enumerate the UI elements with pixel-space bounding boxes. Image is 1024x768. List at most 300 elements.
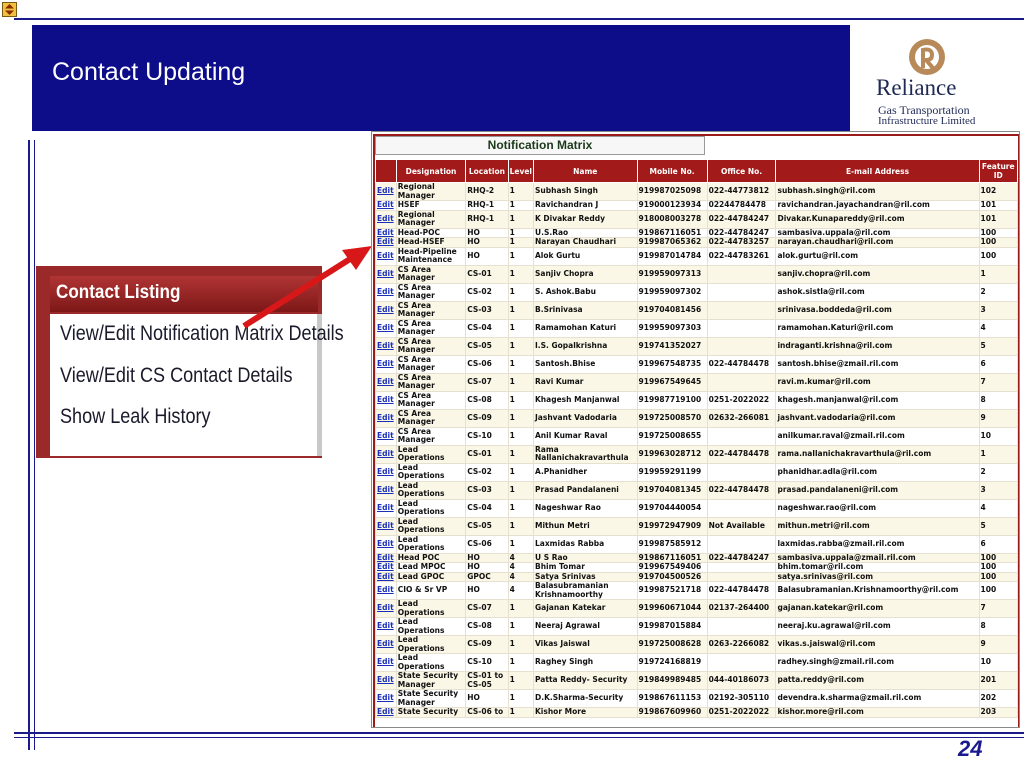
email-cell: radhey.singh@zmail.ril.com <box>776 654 979 672</box>
level-cell: 4 <box>508 563 533 573</box>
table-row <box>376 582 1018 600</box>
mobile-cell: 919704081345 <box>637 481 707 499</box>
column-header <box>376 160 397 183</box>
designation-cell: CS Area Manager <box>396 355 465 373</box>
level-cell: 4 <box>508 553 533 563</box>
level-cell: 4 <box>508 582 533 600</box>
name-cell: Ramamohan Katuri <box>534 319 638 337</box>
level-cell: 1 <box>508 201 533 211</box>
mobile-cell: 919987065362 <box>637 238 707 248</box>
email-cell: nageshwar.rao@ril.com <box>776 499 979 517</box>
email-cell: patta.reddy@ril.com <box>776 672 979 690</box>
location-cell: CS-05 <box>466 517 508 535</box>
table-row <box>376 600 1018 618</box>
edit-link[interactable]: Edit <box>376 247 397 265</box>
edit-link[interactable]: Edit <box>376 517 397 535</box>
matrix-title: Notification Matrix <box>375 136 705 155</box>
email-cell: neeraj.ku.agrawal@ril.com <box>776 618 979 636</box>
edit-link[interactable]: Edit <box>376 373 397 391</box>
office-cell <box>707 563 776 573</box>
column-header: Designation <box>396 160 465 183</box>
name-cell: Narayan Chaudhari <box>534 238 638 248</box>
level-cell: 1 <box>508 499 533 517</box>
email-cell: Divakar.Kunapareddy@ril.com <box>776 210 979 228</box>
designation-cell: CIO & Sr VP <box>396 582 465 600</box>
edit-link[interactable]: Edit <box>376 301 397 319</box>
level-cell: 1 <box>508 690 533 708</box>
feature-id-cell: 100 <box>979 247 1017 265</box>
column-header: Level <box>508 160 533 183</box>
level-cell: 1 <box>508 228 533 238</box>
edit-link[interactable]: Edit <box>376 654 397 672</box>
email-cell: ashok.sistla@ril.com <box>776 283 979 301</box>
level-cell: 1 <box>508 600 533 618</box>
table-row <box>376 481 1018 499</box>
location-cell: CS-06 to <box>466 708 508 718</box>
designation-cell: Regional Manager <box>396 210 465 228</box>
mobile-cell: 919724168819 <box>637 654 707 672</box>
designation-cell: HSEF <box>396 201 465 211</box>
column-header: Mobile No. <box>637 160 707 183</box>
table-row <box>376 238 1018 248</box>
designation-cell: CS Area Manager <box>396 319 465 337</box>
location-cell: CS-06 <box>466 355 508 373</box>
designation-cell: CS Area Manager <box>396 391 465 409</box>
edit-link[interactable]: Edit <box>376 319 397 337</box>
name-cell: Vikas Jaiswal <box>534 636 638 654</box>
office-cell <box>707 301 776 319</box>
top-rule <box>14 18 1024 20</box>
mobile-cell: 919987014784 <box>637 247 707 265</box>
name-cell: Satya Srinivas <box>534 572 638 582</box>
email-cell: phanidhar.adla@ril.com <box>776 463 979 481</box>
mobile-cell: 919849989485 <box>637 672 707 690</box>
name-cell: Ravi Kumar <box>534 373 638 391</box>
scroll-toggle-icon[interactable] <box>2 2 17 17</box>
mobile-cell: 919704500526 <box>637 572 707 582</box>
name-cell: Bhim Tomar <box>534 563 638 573</box>
table-row <box>376 690 1018 708</box>
office-cell <box>707 427 776 445</box>
office-cell: 02632-266081 <box>707 409 776 427</box>
level-cell: 1 <box>508 535 533 553</box>
email-cell: khagesh.manjanwal@ril.com <box>776 391 979 409</box>
feature-id-cell: 100 <box>979 563 1017 573</box>
feature-id-cell: 6 <box>979 535 1017 553</box>
edit-link[interactable]: Edit <box>376 355 397 373</box>
office-cell: 022-44784478 <box>707 582 776 600</box>
table-row <box>376 391 1018 409</box>
feature-id-cell: 3 <box>979 481 1017 499</box>
designation-cell: CS Area Manager <box>396 409 465 427</box>
feature-id-cell: 10 <box>979 427 1017 445</box>
location-cell: CS-08 <box>466 618 508 636</box>
mobile-cell: 919960671044 <box>637 600 707 618</box>
mobile-cell: 919987719100 <box>637 391 707 409</box>
email-cell: bhim.tomar@ril.com <box>776 563 979 573</box>
designation-cell: CS Area Manager <box>396 283 465 301</box>
notification-matrix-panel <box>371 131 1020 728</box>
table-row <box>376 445 1018 463</box>
designation-cell: Lead Operations <box>396 499 465 517</box>
location-cell: HO <box>466 563 508 573</box>
office-cell <box>707 283 776 301</box>
edit-link[interactable]: Edit <box>376 690 397 708</box>
office-cell: 022-44784247 <box>707 210 776 228</box>
mobile-cell: 919972947909 <box>637 517 707 535</box>
name-cell: A.Phanidher <box>534 463 638 481</box>
pointer-arrow-icon <box>230 240 380 340</box>
designation-cell: Lead Operations <box>396 517 465 535</box>
feature-id-cell: 8 <box>979 391 1017 409</box>
designation-cell: Lead MPOC <box>396 563 465 573</box>
edit-link[interactable]: Edit <box>376 409 397 427</box>
email-cell: indraganti.krishna@ril.com <box>776 337 979 355</box>
level-cell: 1 <box>508 427 533 445</box>
designation-cell: CS Area Manager <box>396 301 465 319</box>
edit-link[interactable]: Edit <box>376 427 397 445</box>
office-cell <box>707 654 776 672</box>
level-cell: 1 <box>508 708 533 718</box>
menu-item-notification-matrix[interactable]: View/Edit Notification Matrix Details <box>60 322 344 345</box>
name-cell: Alok Gurtu <box>534 247 638 265</box>
feature-id-cell: 2 <box>979 283 1017 301</box>
email-cell: anilkumar.raval@zmail.ril.com <box>776 427 979 445</box>
slide-title: Contact Updating <box>52 58 246 86</box>
location-cell: CS-09 <box>466 636 508 654</box>
feature-id-cell: 102 <box>979 183 1017 201</box>
feature-id-cell: 201 <box>979 672 1017 690</box>
level-cell: 1 <box>508 391 533 409</box>
location-cell: CS-03 <box>466 481 508 499</box>
edit-link[interactable]: Edit <box>376 636 397 654</box>
location-cell: CS-01 <box>466 445 508 463</box>
location-cell: CS-02 <box>466 283 508 301</box>
email-cell: narayan.chaudhari@ril.com <box>776 238 979 248</box>
email-cell: Balasubramanian.Krishnamoorthy@ril.com <box>776 582 979 600</box>
mobile-cell: 919867116051 <box>637 553 707 563</box>
location-cell: HO <box>466 553 508 563</box>
feature-id-cell: 3 <box>979 301 1017 319</box>
table-row <box>376 636 1018 654</box>
location-cell: RHQ-2 <box>466 183 508 201</box>
feature-id-cell: 100 <box>979 582 1017 600</box>
reliance-logo-icon <box>908 38 946 76</box>
logo-subtitle-1: Gas Transportation <box>878 103 970 117</box>
level-cell: 1 <box>508 618 533 636</box>
edit-link[interactable]: Edit <box>376 563 397 573</box>
table-row <box>376 319 1018 337</box>
edit-link[interactable]: Edit <box>376 228 397 238</box>
edit-link[interactable]: Edit <box>376 183 397 201</box>
feature-id-cell: 9 <box>979 636 1017 654</box>
location-cell: CS-10 <box>466 427 508 445</box>
email-cell: santosh.bhise@zmail.ril.com <box>776 355 979 373</box>
name-cell: Kishor More <box>534 708 638 718</box>
location-cell: CS-05 <box>466 337 508 355</box>
location-cell: CS-10 <box>466 654 508 672</box>
edit-link[interactable]: Edit <box>376 535 397 553</box>
table-row <box>376 499 1018 517</box>
designation-cell: Head-Pipeline Maintenance <box>396 247 465 265</box>
level-cell: 1 <box>508 463 533 481</box>
edit-link[interactable]: Edit <box>376 463 397 481</box>
office-cell: 044-40186073 <box>707 672 776 690</box>
edit-link[interactable]: Edit <box>376 618 397 636</box>
office-cell <box>707 618 776 636</box>
column-header: E-mail Address <box>776 160 979 183</box>
mobile-cell: 919000123934 <box>637 201 707 211</box>
office-cell <box>707 373 776 391</box>
table-header-row <box>376 160 1018 183</box>
mobile-cell: 919725008570 <box>637 409 707 427</box>
edit-link[interactable]: Edit <box>376 582 397 600</box>
edit-link[interactable]: Edit <box>376 481 397 499</box>
edit-link[interactable]: Edit <box>376 337 397 355</box>
table-row <box>376 373 1018 391</box>
office-cell: 022-44783257 <box>707 238 776 248</box>
mobile-cell: 919959097302 <box>637 283 707 301</box>
feature-id-cell: 7 <box>979 373 1017 391</box>
office-cell: 02244784478 <box>707 201 776 211</box>
designation-cell: State Security <box>396 708 465 718</box>
name-cell: Prasad Pandalaneni <box>534 481 638 499</box>
edit-link[interactable]: Edit <box>376 708 397 718</box>
mobile-cell: 919959097303 <box>637 319 707 337</box>
level-cell: 1 <box>508 265 533 283</box>
table-row <box>376 355 1018 373</box>
table-row <box>376 201 1018 211</box>
office-cell: 022-44783261 <box>707 247 776 265</box>
mobile-cell: 919704081456 <box>637 301 707 319</box>
table-row <box>376 210 1018 228</box>
edit-link[interactable]: Edit <box>376 445 397 463</box>
level-cell: 1 <box>508 238 533 248</box>
location-cell: CS-07 <box>466 600 508 618</box>
designation-cell: State Security Manager <box>396 690 465 708</box>
email-cell: ravichandran.jayachandran@ril.com <box>776 201 979 211</box>
email-cell: vikas.s.jaiswal@ril.com <box>776 636 979 654</box>
table-row <box>376 572 1018 582</box>
mobile-cell: 919967548735 <box>637 355 707 373</box>
feature-id-cell: 1 <box>979 445 1017 463</box>
bottom-rule-thin <box>14 737 1024 738</box>
office-cell: 0251-2022022 <box>707 391 776 409</box>
feature-id-cell: 100 <box>979 572 1017 582</box>
mobile-cell: 919867116051 <box>637 228 707 238</box>
location-cell: CS-01 to CS-05 <box>466 672 508 690</box>
feature-id-cell: 9 <box>979 409 1017 427</box>
name-cell: Santosh.Bhise <box>534 355 638 373</box>
office-cell: 022-44784478 <box>707 445 776 463</box>
reliance-logo <box>876 38 991 130</box>
name-cell: Anil Kumar Raval <box>534 427 638 445</box>
designation-cell: CS Area Manager <box>396 337 465 355</box>
table-row <box>376 265 1018 283</box>
edit-link[interactable]: Edit <box>376 210 397 228</box>
level-cell: 1 <box>508 210 533 228</box>
designation-cell: Lead Operations <box>396 618 465 636</box>
bottom-rule <box>14 732 1024 734</box>
feature-id-cell: 8 <box>979 618 1017 636</box>
name-cell: D.K.Sharma-Security <box>534 690 638 708</box>
mobile-cell: 919867609960 <box>637 708 707 718</box>
office-cell <box>707 572 776 582</box>
location-cell: CS-01 <box>466 265 508 283</box>
name-cell: Sanjiv Chopra <box>534 265 638 283</box>
mobile-cell: 919963028712 <box>637 445 707 463</box>
edit-link[interactable]: Edit <box>376 672 397 690</box>
mobile-cell: 919704440054 <box>637 499 707 517</box>
level-cell: 1 <box>508 636 533 654</box>
feature-id-cell: 4 <box>979 319 1017 337</box>
location-cell: CS-04 <box>466 499 508 517</box>
name-cell: Nageshwar Rao <box>534 499 638 517</box>
feature-id-cell: 4 <box>979 499 1017 517</box>
mobile-cell: 919959291199 <box>637 463 707 481</box>
office-cell <box>707 265 776 283</box>
table-row <box>376 563 1018 573</box>
column-header: Name <box>534 160 638 183</box>
email-cell: satya.srinivas@ril.com <box>776 572 979 582</box>
office-cell <box>707 319 776 337</box>
email-cell: kishor.more@ril.com <box>776 708 979 718</box>
level-cell: 1 <box>508 481 533 499</box>
feature-id-cell: 100 <box>979 228 1017 238</box>
edit-link[interactable]: Edit <box>376 238 397 248</box>
designation-cell: CS Area Manager <box>396 427 465 445</box>
edit-link[interactable]: Edit <box>376 201 397 211</box>
office-cell: 022-44784478 <box>707 355 776 373</box>
mobile-cell: 919959097313 <box>637 265 707 283</box>
feature-id-cell: 2 <box>979 463 1017 481</box>
mobile-cell: 919967549645 <box>637 373 707 391</box>
email-cell: sambasiva.uppala@ril.com <box>776 228 979 238</box>
designation-cell: State Security Manager <box>396 672 465 690</box>
designation-cell: CS Area Manager <box>396 265 465 283</box>
mobile-cell: 919987521718 <box>637 582 707 600</box>
table-row <box>376 337 1018 355</box>
table-row <box>376 672 1018 690</box>
name-cell: Balasubramanian Krishnamoorthy <box>534 582 638 600</box>
email-cell: alok.gurtu@ril.com <box>776 247 979 265</box>
table-row <box>376 463 1018 481</box>
feature-id-cell: 100 <box>979 553 1017 563</box>
feature-id-cell: 100 <box>979 238 1017 248</box>
name-cell: B.Srinivasa <box>534 301 638 319</box>
feature-id-cell: 5 <box>979 517 1017 535</box>
mobile-cell: 918008003278 <box>637 210 707 228</box>
left-rule-thin <box>34 140 35 750</box>
menu-header-label: Contact Listing <box>56 282 181 303</box>
email-cell: sanjiv.chopra@ril.com <box>776 265 979 283</box>
level-cell: 1 <box>508 517 533 535</box>
location-cell: RHQ-1 <box>466 201 508 211</box>
edit-link[interactable]: Edit <box>376 391 397 409</box>
location-cell: HO <box>466 228 508 238</box>
designation-cell: Head-HSEF <box>396 238 465 248</box>
edit-link[interactable]: Edit <box>376 499 397 517</box>
office-cell <box>707 499 776 517</box>
table-row <box>376 427 1018 445</box>
location-cell: RHQ-1 <box>466 210 508 228</box>
feature-id-cell: 202 <box>979 690 1017 708</box>
office-cell: Not Available <box>707 517 776 535</box>
level-cell: 1 <box>508 445 533 463</box>
location-cell: CS-07 <box>466 373 508 391</box>
office-cell: 02137-264400 <box>707 600 776 618</box>
name-cell: Mithun Metri <box>534 517 638 535</box>
email-cell: prasad.pandalaneni@ril.com <box>776 481 979 499</box>
edit-link[interactable]: Edit <box>376 600 397 618</box>
edit-link[interactable]: Edit <box>376 283 397 301</box>
table-row <box>376 283 1018 301</box>
designation-cell: CS Area Manager <box>396 373 465 391</box>
column-header: Feature ID <box>979 160 1017 183</box>
designation-cell: Regional Manager <box>396 183 465 201</box>
page-number: 24 <box>958 736 983 761</box>
location-cell: HO <box>466 247 508 265</box>
level-cell: 4 <box>508 572 533 582</box>
menu-item-cs-contact[interactable]: View/Edit CS Contact Details <box>60 364 293 387</box>
designation-cell: Head-POC <box>396 228 465 238</box>
edit-link[interactable]: Edit <box>376 572 397 582</box>
feature-id-cell: 6 <box>979 355 1017 373</box>
logo-name: Reliance <box>876 75 957 100</box>
mobile-cell: 919987025098 <box>637 183 707 201</box>
name-cell: Gajanan Katekar <box>534 600 638 618</box>
menu-item-leak-history[interactable]: Show Leak History <box>60 405 211 428</box>
email-cell: subhash.singh@ril.com <box>776 183 979 201</box>
office-cell <box>707 337 776 355</box>
name-cell: Ravichandran J <box>534 201 638 211</box>
column-header: Location <box>466 160 508 183</box>
table-body <box>376 183 1018 718</box>
edit-link[interactable]: Edit <box>376 553 397 563</box>
office-cell: 02192-305110 <box>707 690 776 708</box>
table-row <box>376 708 1018 718</box>
level-cell: 1 <box>508 183 533 201</box>
logo-subtitle-2: Infrastructure Limited <box>878 115 976 127</box>
name-cell: Khagesh Manjanwal <box>534 391 638 409</box>
designation-cell: Head POC <box>396 553 465 563</box>
notification-matrix-frame <box>373 134 1020 728</box>
name-cell: Neeraj Agrawal <box>534 618 638 636</box>
table-row <box>376 535 1018 553</box>
name-cell: Raghey Singh <box>534 654 638 672</box>
name-cell: Laxmidas Rabba <box>534 535 638 553</box>
email-cell: ravi.m.kumar@ril.com <box>776 373 979 391</box>
name-cell: U S Rao <box>534 553 638 563</box>
mobile-cell: 919741352027 <box>637 337 707 355</box>
edit-link[interactable]: Edit <box>376 265 397 283</box>
left-rule <box>28 140 30 750</box>
table-row <box>376 409 1018 427</box>
level-cell: 1 <box>508 283 533 301</box>
level-cell: 1 <box>508 373 533 391</box>
feature-id-cell: 1 <box>979 265 1017 283</box>
office-cell <box>707 463 776 481</box>
office-cell <box>707 535 776 553</box>
column-header: Office No. <box>707 160 776 183</box>
table-row <box>376 517 1018 535</box>
email-cell: ramamohan.Katuri@ril.com <box>776 319 979 337</box>
designation-cell: Lead Operations <box>396 636 465 654</box>
location-cell: HO <box>466 582 508 600</box>
designation-cell: Lead Operations <box>396 481 465 499</box>
table-row <box>376 301 1018 319</box>
email-cell: gajanan.katekar@ril.com <box>776 600 979 618</box>
